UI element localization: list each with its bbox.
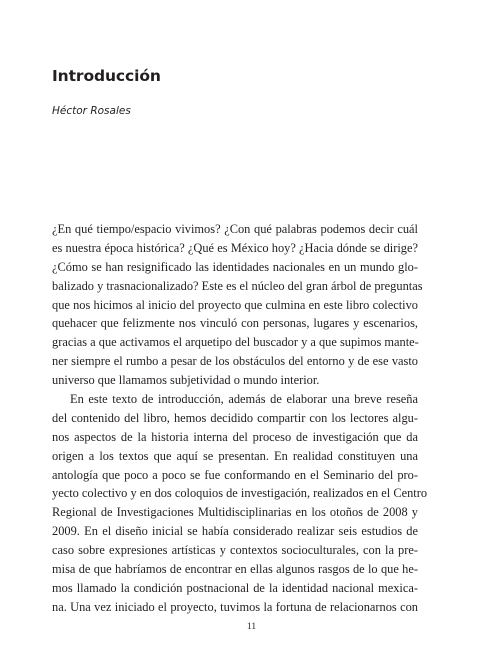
text-line: yecto colectivo y en dos coloquios de investigación, realizados en el Centro <box>52 486 428 501</box>
chapter-body <box>52 220 428 617</box>
text-line: origen a los textos que aquí se presentan. En realidad constituyen una <box>52 448 418 463</box>
text-line: ¿En qué tiempo/espacio vivimos? ¿Con qué palabras podemos decir cuál <box>52 222 418 236</box>
chapter-author: Héctor Rosales <box>52 105 131 117</box>
text-line: es nuestra época histórica? ¿Qué es México hoy? ¿Hacia dónde se dirige? <box>52 240 418 255</box>
text-line: Regional de Investigaciones Multidisciplinarias en los otoños de 2008 y <box>52 505 418 520</box>
text-line: antología que poco a poco se fue conformando en el Seminario del pro- <box>52 467 418 482</box>
text-line: del contenido del libro, hemos decidido compartir con los lectores algu- <box>52 410 418 425</box>
text-line: 2009. En el diseño inicial se había considerado realizar seis estudios de <box>52 524 418 539</box>
text-line: nos aspectos de la historia interna del proceso de investigación que da <box>52 429 418 444</box>
paragraph-1 <box>52 220 423 390</box>
text-line: que nos hicimos al inicio del proyecto que culmina en este libro colectivo <box>52 297 418 312</box>
text-line: mos llamado la condición postnacional de la identidad nacional mexica- <box>52 580 418 595</box>
text-line: quehacer que felizmente nos vinculó con personas, lugares y escenarios, <box>52 316 418 331</box>
chapter-title: Introducción <box>52 67 161 85</box>
text-line: misa de que habríamos de encontrar en ellas algunos rasgos de lo que he- <box>52 562 418 577</box>
text-line: ¿Cómo se han resignificado las identidades nacionales en un mundo glo- <box>52 259 418 274</box>
text-line: caso sobre expresiones artísticas y contextos socioculturales, con la pre- <box>52 543 418 558</box>
text-line: ner siempre el rumbo a pesar de los obstáculos del entorno y de ese vasto <box>52 354 418 369</box>
text-line: En este texto de introducción, además de elaborar una breve reseña <box>70 392 418 407</box>
page-number: 11 <box>246 622 257 632</box>
text-line: universo que llamamos subjetividad o mundo interior. <box>52 373 320 388</box>
paragraph-2 <box>52 390 428 617</box>
text-line: gracias a que activamos el arquetipo del buscador y a que supimos mante- <box>52 335 419 350</box>
text-line: balizado y trasnacionalizado? Este es el núcleo del gran árbol de preguntas <box>52 278 423 293</box>
text-line: na. Una vez iniciado el proyecto, tuvimos la fortuna de relacionarnos con <box>52 599 418 614</box>
